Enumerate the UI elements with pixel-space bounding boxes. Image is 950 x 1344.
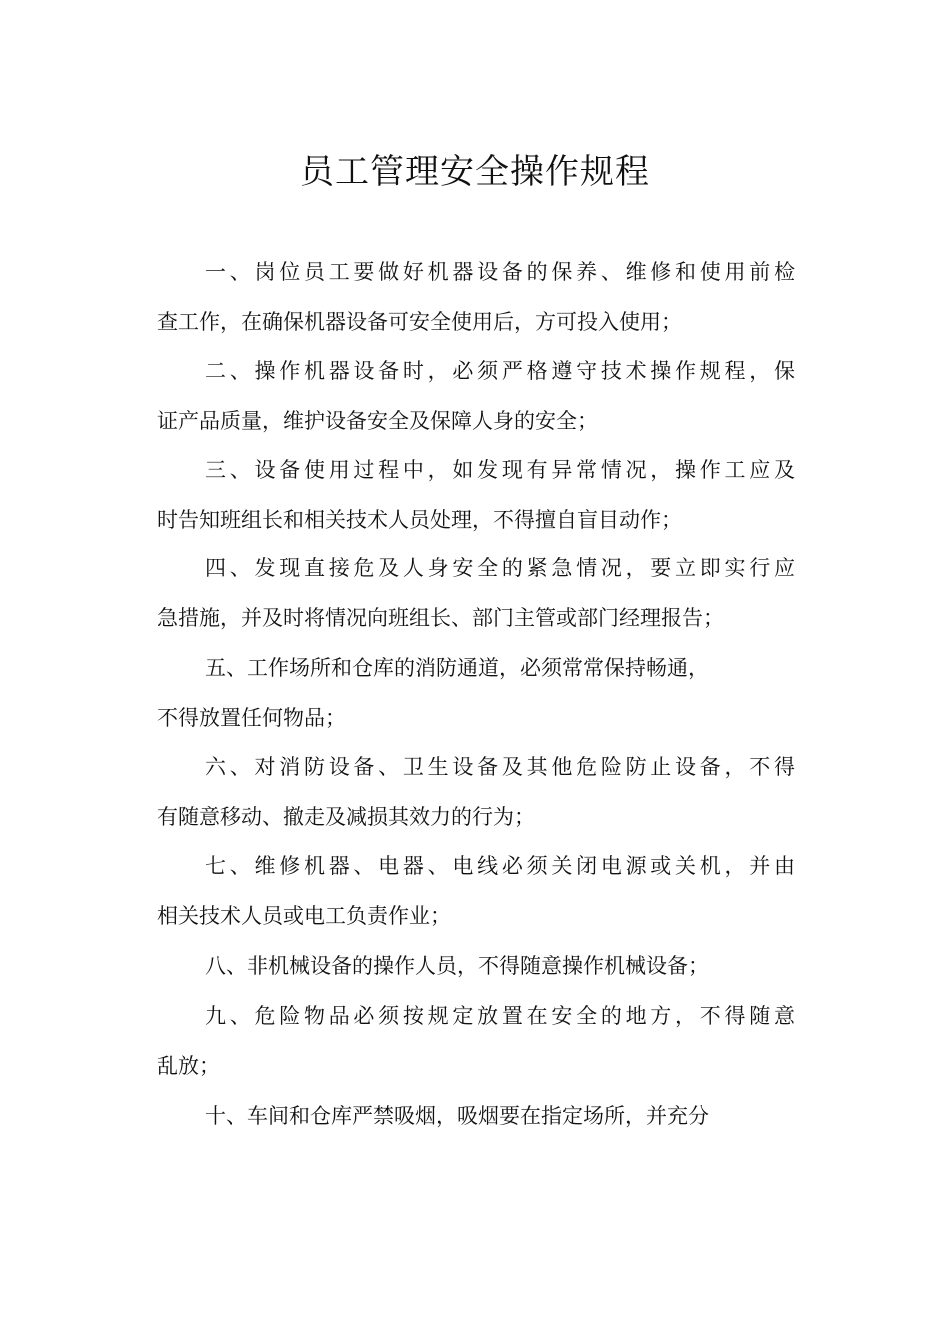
- rule-4-line-1: 四、发现直接危及人身安全的紧急情况，要立即实行应: [205, 556, 795, 580]
- rule-3-line-1: 三、设备使用过程中，如发现有异常情况，操作工应及: [205, 458, 795, 482]
- rule-6-line-2: 有随意移动、撤走及减损其效力的行为；: [157, 805, 535, 829]
- rule-5-line-2: 不得放置任何物品；: [157, 706, 346, 730]
- rule-8-line-1: 八、非机械设备的操作人员，不得随意操作机械设备；: [205, 954, 709, 978]
- rule-6-line-1: 六、对消防设备、卫生设备及其他危险防止设备，不得: [205, 755, 795, 779]
- rule-9-line-1: 九、危险物品必须按规定放置在安全的地方，不得随意: [205, 1004, 795, 1028]
- rule-7-line-2: 相关技术人员或电工负责作业；: [157, 904, 451, 928]
- document-title: 员工管理安全操作规程: [300, 152, 650, 192]
- rule-3-line-2: 时告知班组长和相关技术人员处理，不得擅自盲目动作；: [157, 508, 682, 532]
- rule-7-line-1: 七、维修机器、电器、电线必须关闭电源或关机，并由: [205, 854, 795, 878]
- rule-2-line-2: 证产品质量，维护设备安全及保障人身的安全；: [157, 409, 598, 433]
- rule-5-line-1: 五、工作场所和仓库的消防通道，必须常常保持畅通，: [205, 656, 709, 680]
- rule-9-line-2: 乱放；: [157, 1054, 220, 1078]
- rule-10-line-1: 十、车间和仓库严禁吸烟，吸烟要在指定场所，并充分: [205, 1104, 709, 1128]
- rule-1-line-2: 查工作，在确保机器设备可安全使用后，方可投入使用；: [157, 310, 682, 334]
- rule-1-line-1: 一、岗位员工要做好机器设备的保养、维修和使用前检: [205, 260, 795, 284]
- rule-4-line-2: 急措施，并及时将情况向班组长、部门主管或部门经理报告；: [157, 606, 724, 630]
- rule-2-line-1: 二、操作机器设备时，必须严格遵守技术操作规程，保: [205, 359, 795, 383]
